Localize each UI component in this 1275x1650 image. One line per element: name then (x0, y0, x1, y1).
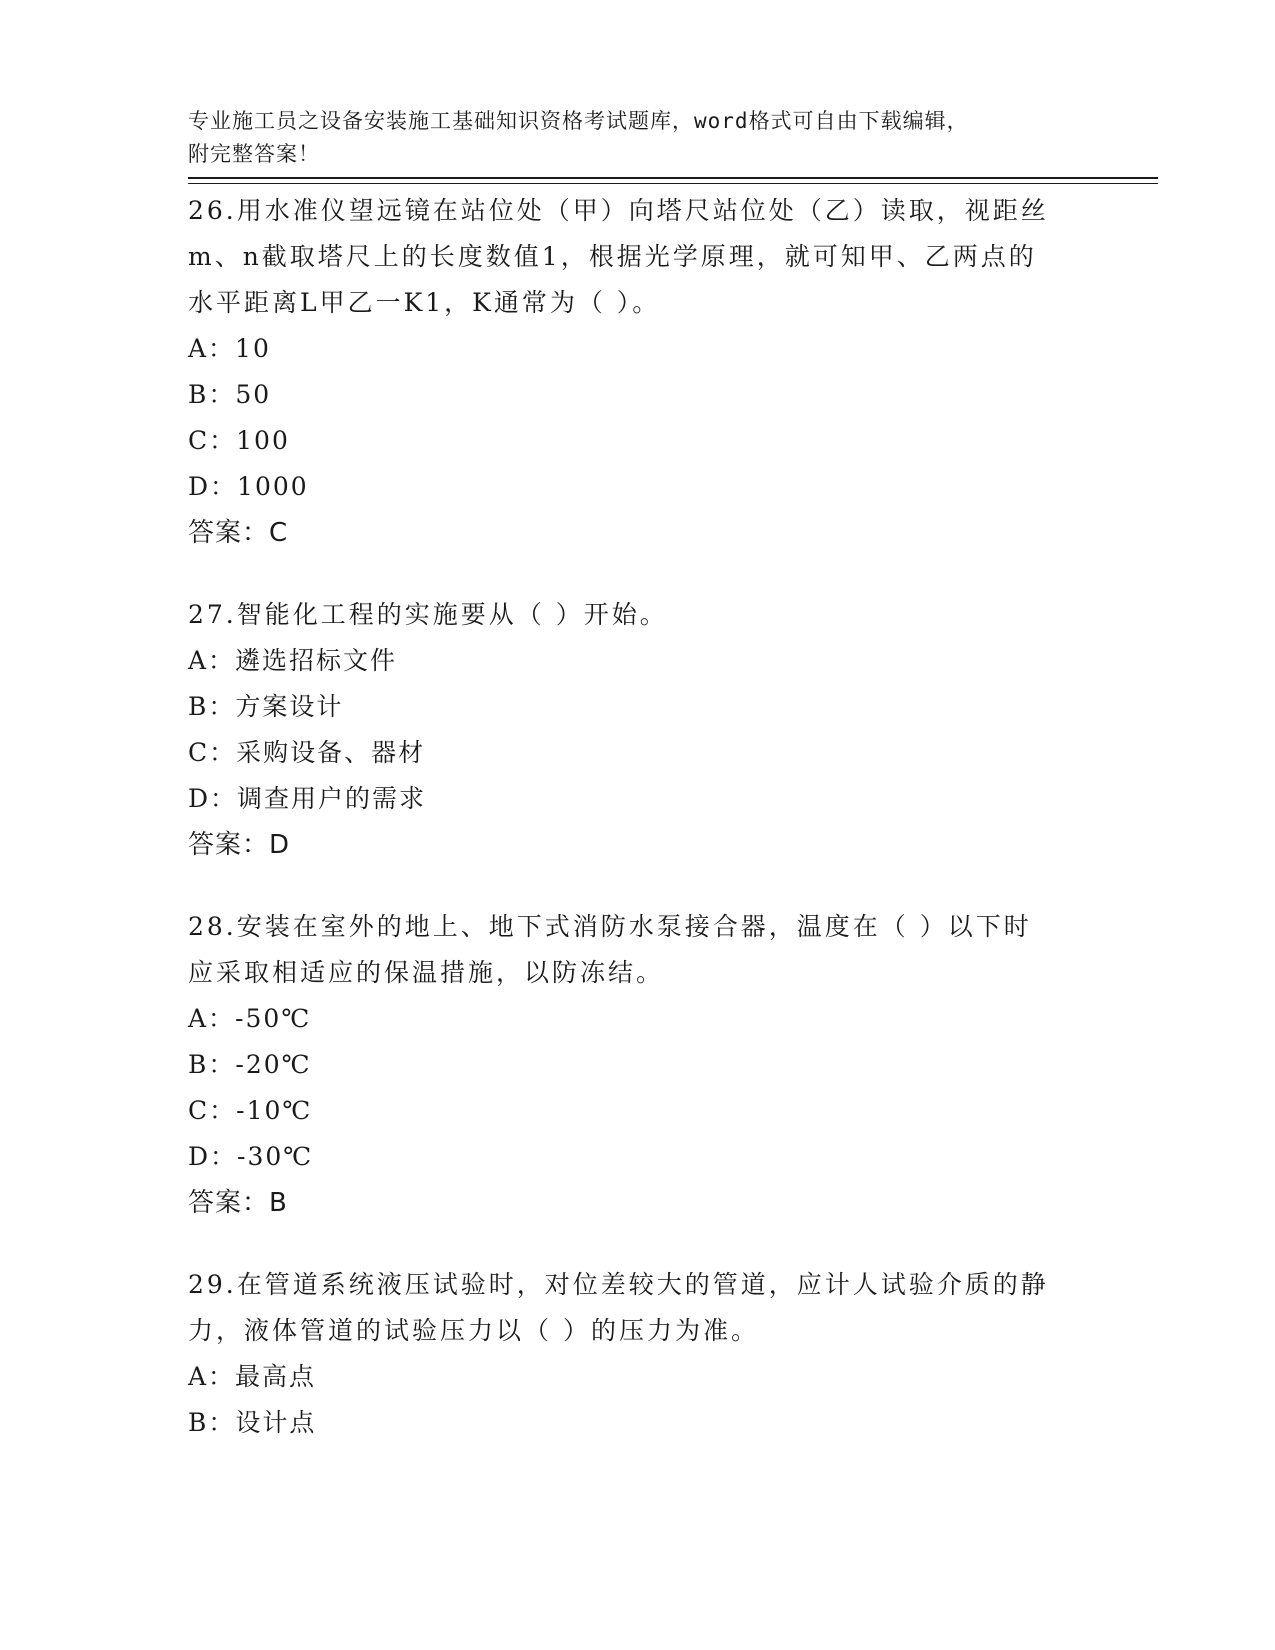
question-text: 27.智能化工程的实施要从（ ）开始。 (188, 600, 668, 629)
option-b: B：方案设计 (188, 692, 344, 721)
option-d: D：-30℃ (188, 1142, 314, 1171)
question-26 (188, 188, 1088, 556)
question-text: 28.安装在室外的地上、地下式消防水泵接合器，温度在（ ）以下时 应采取相适应的保温措施，以防冻结。 (188, 912, 1032, 987)
answer-text: 答案：C (188, 518, 289, 548)
option-c: C：采购设备、器材 (188, 738, 426, 767)
option-c: C：100 (188, 426, 290, 455)
question-text: 29.在管道系统液压试验时，对位差较大的管道，应计人试验介质的静 力，液体管道的试验压力以（ ）的压力为准。 (188, 1270, 1049, 1345)
option-c: C：-10℃ (188, 1096, 313, 1125)
option-b: B：设计点 (188, 1408, 317, 1437)
answer-text: 答案：B (188, 1188, 288, 1218)
question-27 (188, 592, 1088, 868)
option-d: D：1000 (188, 472, 309, 501)
option-b: B：-20℃ (188, 1050, 312, 1079)
question-29 (188, 1262, 1088, 1446)
question-list (188, 188, 1088, 1482)
document-title: 专业施工员之设备安装施工基础知识资格考试题库，word格式可自由下载编辑， 附完整答案！ (188, 109, 969, 166)
header-divider-thin (188, 183, 1158, 184)
option-a: A：-50℃ (188, 1004, 312, 1033)
option-a: A：遴选招标文件 (188, 646, 398, 675)
header-divider-thick (188, 177, 1158, 179)
option-b: B：50 (188, 380, 272, 409)
option-a: A：最高点 (188, 1362, 317, 1391)
document-header (188, 72, 1088, 171)
answer-text: 答案：D (188, 830, 291, 860)
option-a: A：10 (188, 334, 271, 363)
option-d: D：调查用户的需求 (188, 784, 427, 813)
question-28 (188, 904, 1088, 1226)
question-text: 26.用水准仪望远镜在站位处（甲）向塔尺站位处（乙）读取，视距丝 m、n截取塔尺上的长度数值1，根据光学原理，就可知甲、乙两点的 水平距离L甲乙一K1，K通常为（ ）。 (188, 196, 1049, 317)
